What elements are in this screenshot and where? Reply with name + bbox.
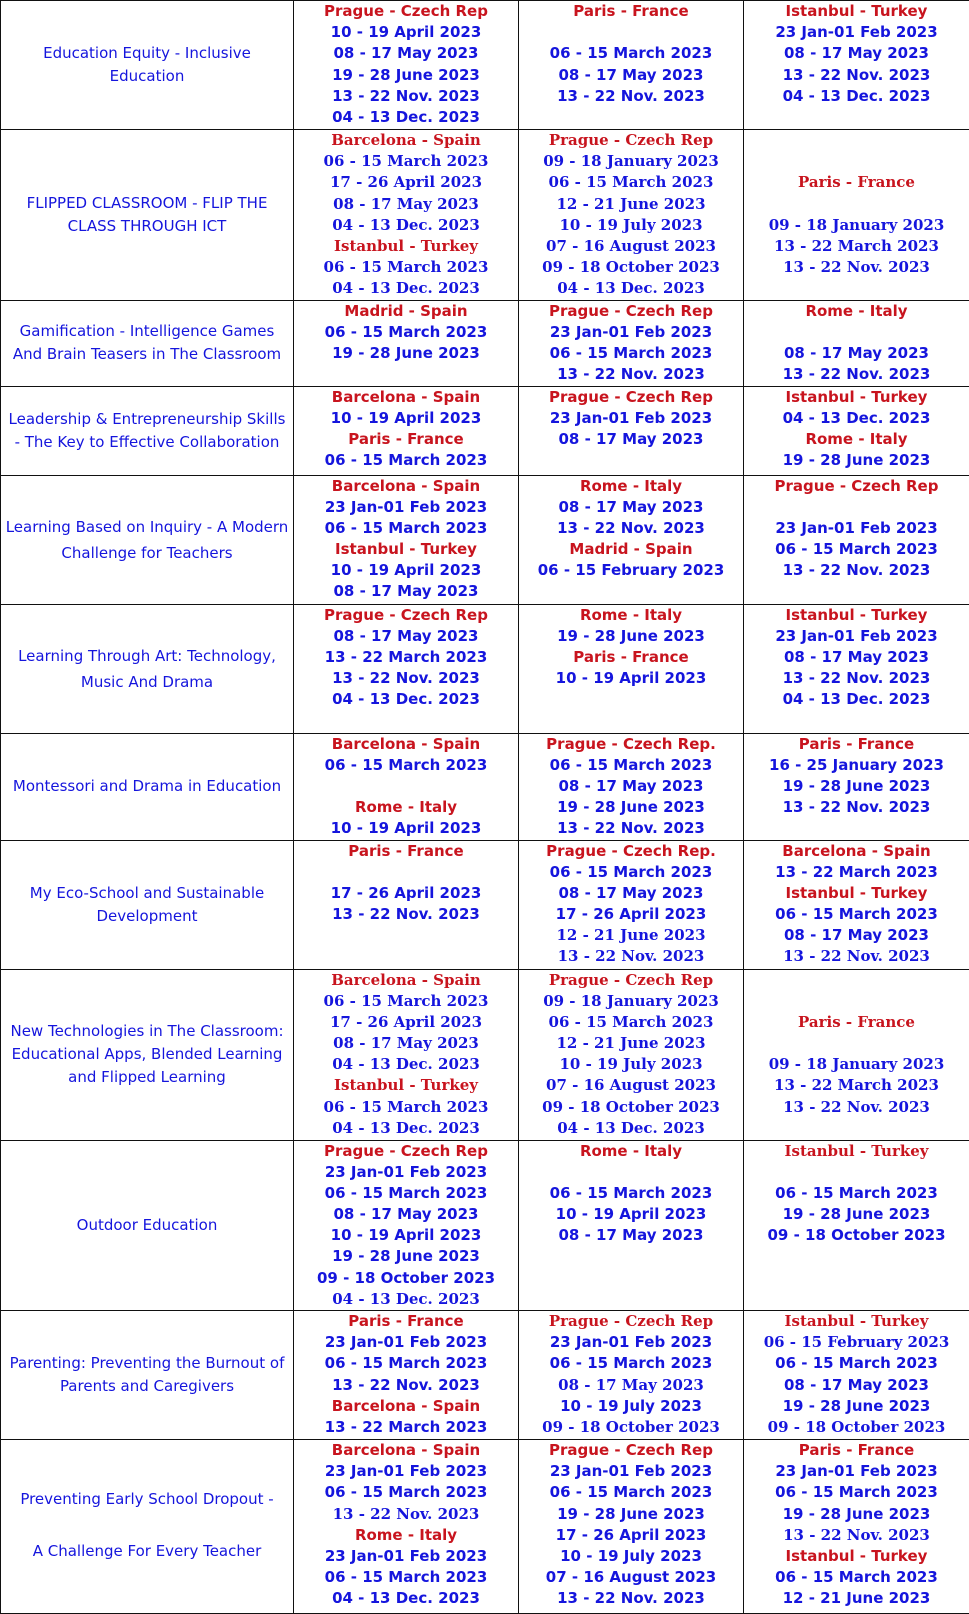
city-label: Rome - Italy [519,476,743,497]
session-date: 12 - 21 June 2023 [744,1588,969,1609]
session-date: 13 - 22 Nov. 2023 [519,518,743,539]
session-date: 23 Jan-01 Feb 2023 [294,1332,518,1353]
session-cell [744,1140,969,1311]
course-row [1,604,969,733]
city-label: Rome - Italy [519,605,743,626]
course-title-text: Gamification - Intelligence Games And Brain Teasers in The Classroom [13,322,281,363]
city-label: Prague - Czech Rep. [519,841,743,862]
course-title-text: Learning Through Art: Technology, Music And Drama [18,647,276,691]
session-date: 08 - 17 May 2023 [519,883,743,904]
session-cell [744,969,969,1140]
course-title [1,840,294,969]
session-date: 10 - 19 April 2023 [294,22,518,43]
session-date: 08 - 17 May 2023 [519,497,743,518]
session-date: 06 - 15 March 2023 [294,1097,518,1118]
session-date: 13 - 22 Nov. 2023 [744,1525,969,1546]
session-date: 08 - 17 May 2023 [519,776,743,797]
session-date: 08 - 17 May 2023 [744,1375,969,1396]
spacer [744,130,969,151]
city-label: Istanbul - Turkey [744,1546,969,1567]
session-date: 13 - 22 Nov. 2023 [744,668,969,689]
session-date: 07 - 16 August 2023 [519,236,743,257]
session-date: 23 Jan-01 Feb 2023 [294,1546,518,1567]
city-label: Rome - Italy [294,1525,518,1546]
city-label: Paris - France [744,1012,969,1033]
session-cell [294,969,519,1140]
session-date: 19 - 28 June 2023 [744,450,969,471]
session-date: 10 - 19 April 2023 [519,668,743,689]
course-title [1,733,294,840]
session-date: 13 - 22 March 2023 [744,862,969,883]
session-date: 10 - 19 April 2023 [294,408,518,429]
course-title [1,386,294,475]
session-date: 06 - 15 March 2023 [519,1012,743,1033]
session-cell [519,300,744,386]
spacer [744,322,969,343]
course-title-line: A Challenge For Every Teacher [5,1540,289,1566]
session-date: 13 - 22 Nov. 2023 [519,818,743,839]
session-date: 16 - 25 January 2023 [744,755,969,776]
session-date: 19 - 28 June 2023 [294,65,518,86]
session-cell [519,1140,744,1311]
session-cell [294,1311,519,1440]
course-title-text: FLIPPED CLASSROOM - FLIP THE CLASS THROUGH ICT [27,194,268,235]
spacer [744,1033,969,1054]
session-cell [744,1440,969,1614]
session-date: 06 - 15 March 2023 [744,904,969,925]
city-label: Istanbul - Turkey [744,387,969,408]
session-date: 04 - 13 Dec. 2023 [294,1118,518,1139]
city-label: Paris - France [744,1440,969,1461]
session-date: 12 - 21 June 2023 [519,925,743,946]
session-cell [519,840,744,969]
session-cell [294,1,519,130]
spacer [744,194,969,215]
city-label: Istanbul - Turkey [744,1,969,22]
course-row [1,386,969,475]
session-date: 13 - 22 March 2023 [294,647,518,668]
session-date: 06 - 15 March 2023 [294,518,518,539]
session-date: 13 - 22 Nov. 2023 [519,1588,743,1609]
session-date: 23 Jan-01 Feb 2023 [294,1461,518,1482]
city-label: Prague - Czech Rep [294,605,518,626]
session-date: 09 - 18 January 2023 [744,1054,969,1075]
session-date: 17 - 26 April 2023 [519,1525,743,1546]
session-cell [744,840,969,969]
session-cell [294,1440,519,1614]
session-date: 19 - 28 June 2023 [519,1504,743,1525]
city-label: Barcelona - Spain [294,476,518,497]
session-date: 09 - 18 October 2023 [519,1097,743,1118]
session-cell [294,300,519,386]
session-cell [294,475,519,604]
session-date: 13 - 22 Nov. 2023 [744,946,969,967]
session-date: 06 - 15 March 2023 [744,1183,969,1204]
session-cell [294,604,519,733]
session-date: 10 - 19 April 2023 [294,1225,518,1246]
session-date: 13 - 22 Nov. 2023 [744,560,969,581]
city-label: Rome - Italy [744,301,969,322]
course-row [1,733,969,840]
session-date: 12 - 21 June 2023 [519,1033,743,1054]
session-cell [744,1,969,130]
session-date: 06 - 15 March 2023 [294,991,518,1012]
session-date: 06 - 15 March 2023 [519,755,743,776]
spacer [294,776,518,797]
session-date: 06 - 15 March 2023 [519,172,743,193]
session-date: 04 - 13 Dec. 2023 [294,689,518,710]
session-date: 08 - 17 May 2023 [294,43,518,64]
city-label: Istanbul - Turkey [294,1075,518,1096]
city-label: Istanbul - Turkey [744,605,969,626]
session-date: 23 Jan-01 Feb 2023 [519,1461,743,1482]
city-label: Barcelona - Spain [744,841,969,862]
schedule-body [1,1,969,1614]
session-date: 06 - 15 February 2023 [744,1332,969,1353]
spacer [294,862,518,883]
session-cell [744,386,969,475]
session-cell [294,733,519,840]
session-date: 04 - 13 Dec. 2023 [294,215,518,236]
city-label: Prague - Czech Rep [519,1440,743,1461]
city-label: Rome - Italy [294,797,518,818]
session-date: 19 - 28 June 2023 [519,797,743,818]
session-date: 10 - 19 April 2023 [294,560,518,581]
session-date: 04 - 13 Dec. 2023 [744,408,969,429]
session-date: 10 - 19 July 2023 [519,1396,743,1417]
course-title-text: Outdoor Education [77,1216,218,1234]
course-title-text: My Eco-School and Sustainable Development [30,884,264,925]
session-cell [519,1311,744,1440]
city-label: Paris - France [519,1,743,22]
session-date: 13 - 22 Nov. 2023 [519,946,743,967]
session-date: 04 - 13 Dec. 2023 [744,689,969,710]
session-date: 23 Jan-01 Feb 2023 [519,1332,743,1353]
session-cell [519,969,744,1140]
spacer [744,497,969,518]
session-cell [744,475,969,604]
session-date: 06 - 15 March 2023 [519,1353,743,1374]
city-label: Istanbul - Turkey [744,1311,969,1332]
session-date: 13 - 22 March 2023 [744,1075,969,1096]
city-label: Prague - Czech Rep [519,1311,743,1332]
session-date: 06 - 15 March 2023 [519,343,743,364]
session-date: 08 - 17 May 2023 [294,1033,518,1054]
session-date: 09 - 18 October 2023 [744,1225,969,1246]
session-cell [519,1,744,130]
session-date: 13 - 22 Nov. 2023 [294,1504,518,1525]
session-date: 06 - 15 March 2023 [744,1567,969,1588]
session-date: 06 - 15 February 2023 [519,560,743,581]
session-date: 09 - 18 October 2023 [744,1417,969,1438]
session-date: 08 - 17 May 2023 [519,1225,743,1246]
session-cell [744,1311,969,1440]
session-date: 06 - 15 March 2023 [294,1567,518,1588]
session-date: 23 Jan-01 Feb 2023 [519,408,743,429]
session-date: 13 - 22 Nov. 2023 [744,257,969,278]
session-date: 06 - 15 March 2023 [294,450,518,471]
session-date: 10 - 19 July 2023 [519,1546,743,1567]
session-date: 08 - 17 May 2023 [294,581,518,602]
session-date: 13 - 22 March 2023 [294,1417,518,1438]
course-title [1,1311,294,1440]
session-date: 19 - 28 June 2023 [519,626,743,647]
session-date: 08 - 17 May 2023 [519,65,743,86]
session-cell [519,475,744,604]
session-cell [744,733,969,840]
course-title-text: Leadership & Entrepreneurship Skills - The Key to Effective Collaboration [9,410,286,451]
session-cell [519,733,744,840]
session-date: 09 - 18 January 2023 [744,215,969,236]
course-title [1,1140,294,1311]
session-cell [294,130,519,301]
session-date: 09 - 18 January 2023 [519,151,743,172]
course-title-text: New Technologies in The Classroom: Educational Apps, Blended Learning and Flipped Learning [10,1022,283,1086]
session-date: 19 - 28 June 2023 [744,1396,969,1417]
course-row [1,1440,969,1614]
session-cell [744,130,969,301]
session-date: 13 - 22 Nov. 2023 [294,668,518,689]
session-cell [744,300,969,386]
city-label: Paris - France [294,429,518,450]
session-cell [294,1140,519,1311]
session-date: 04 - 13 Dec. 2023 [294,1289,518,1310]
session-date: 08 - 17 May 2023 [744,43,969,64]
session-date: 13 - 22 Nov. 2023 [519,86,743,107]
session-date: 23 Jan-01 Feb 2023 [294,497,518,518]
spacer [744,1162,969,1183]
session-date: 04 - 13 Dec. 2023 [744,86,969,107]
spacer [519,1162,743,1183]
session-date: 23 Jan-01 Feb 2023 [744,1461,969,1482]
session-date: 19 - 28 June 2023 [744,1504,969,1525]
course-title [1,130,294,301]
session-date: 23 Jan-01 Feb 2023 [744,626,969,647]
session-date: 06 - 15 March 2023 [519,862,743,883]
session-date: 09 - 18 October 2023 [519,257,743,278]
city-label: Prague - Czech Rep [294,1141,518,1162]
city-label: Prague - Czech Rep. [519,734,743,755]
session-date: 08 - 17 May 2023 [294,1204,518,1225]
session-date: 09 - 18 October 2023 [294,1268,518,1289]
session-date: 19 - 28 June 2023 [744,1204,969,1225]
session-date: 06 - 15 March 2023 [519,1482,743,1503]
session-date: 23 Jan-01 Feb 2023 [744,518,969,539]
course-title-line: Preventing Early School Dropout - [5,1488,289,1514]
session-date: 06 - 15 March 2023 [744,1482,969,1503]
course-row [1,1140,969,1311]
city-label: Paris - France [519,647,743,668]
city-label: Barcelona - Spain [294,1396,518,1417]
session-date: 04 - 13 Dec. 2023 [294,278,518,299]
session-date: 04 - 13 Dec. 2023 [294,1054,518,1075]
session-date: 08 - 17 May 2023 [744,925,969,946]
session-date: 08 - 17 May 2023 [519,1375,743,1396]
course-title [1,1440,294,1614]
session-cell [519,130,744,301]
city-label: Rome - Italy [519,1141,743,1162]
city-label: Prague - Czech Rep [519,970,743,991]
city-label: Barcelona - Spain [294,1440,518,1461]
session-cell [519,386,744,475]
session-date: 10 - 19 July 2023 [519,1054,743,1075]
city-label: Paris - France [294,841,518,862]
session-date: 06 - 15 March 2023 [294,1353,518,1374]
session-date: 10 - 19 April 2023 [519,1204,743,1225]
session-date: 06 - 15 March 2023 [294,151,518,172]
course-row [1,1,969,130]
city-label: Istanbul - Turkey [294,236,518,257]
city-label: Prague - Czech Rep [294,1,518,22]
session-date: 06 - 15 March 2023 [519,43,743,64]
session-date: 08 - 17 May 2023 [294,194,518,215]
course-row [1,969,969,1140]
session-date: 12 - 21 June 2023 [519,194,743,215]
session-date: 23 Jan-01 Feb 2023 [294,1162,518,1183]
session-date: 07 - 16 August 2023 [519,1567,743,1588]
session-date: 08 - 17 May 2023 [744,647,969,668]
session-date: 04 - 13 Dec. 2023 [519,1118,743,1139]
course-title [1,300,294,386]
session-date: 07 - 16 August 2023 [519,1075,743,1096]
session-date: 19 - 28 June 2023 [744,776,969,797]
course-title-text: Learning Based on Inquiry - A Modern Challenge for Teachers [6,518,289,562]
course-title-text: Montessori and Drama in Education [13,777,281,795]
session-date: 17 - 26 April 2023 [519,904,743,925]
city-label: Istanbul - Turkey [744,883,969,904]
session-cell [744,604,969,733]
session-cell [519,604,744,733]
course-title [1,604,294,733]
city-label: Paris - France [744,734,969,755]
city-label: Istanbul - Turkey [294,539,518,560]
course-title-text: Parenting: Preventing the Burnout of Parents and Caregivers [10,1354,285,1395]
session-date: 06 - 15 March 2023 [294,755,518,776]
city-label: Prague - Czech Rep [519,130,743,151]
session-date: 06 - 15 March 2023 [519,1183,743,1204]
city-label: Barcelona - Spain [294,387,518,408]
session-date: 13 - 22 March 2023 [744,236,969,257]
session-date: 23 Jan-01 Feb 2023 [519,322,743,343]
session-date: 04 - 13 Dec. 2023 [294,107,518,128]
course-row [1,300,969,386]
session-date: 06 - 15 March 2023 [294,257,518,278]
session-date: 13 - 22 Nov. 2023 [294,904,518,925]
spacer [744,970,969,991]
session-date: 19 - 28 June 2023 [294,343,518,364]
session-cell [294,840,519,969]
session-date: 08 - 17 May 2023 [294,626,518,647]
city-label: Prague - Czech Rep [519,387,743,408]
spacer [519,22,743,43]
course-row [1,475,969,604]
course-title [1,1,294,130]
session-date: 08 - 17 May 2023 [744,343,969,364]
city-label: Prague - Czech Rep [519,301,743,322]
session-date: 06 - 15 March 2023 [294,1482,518,1503]
session-date: 13 - 22 Nov. 2023 [744,364,969,385]
course-row [1,1311,969,1440]
session-date: 13 - 22 Nov. 2023 [294,86,518,107]
city-label: Istanbul - Turkey [744,1141,969,1162]
course-title-text: Education Equity - Inclusive Education [43,44,251,85]
session-date: 04 - 13 Dec. 2023 [294,1588,518,1609]
city-label: Prague - Czech Rep [744,476,969,497]
session-date: 13 - 22 Nov. 2023 [744,65,969,86]
session-date: 13 - 22 Nov. 2023 [744,797,969,818]
session-cell [294,386,519,475]
city-label: Barcelona - Spain [294,734,518,755]
session-date: 06 - 15 March 2023 [744,539,969,560]
city-label: Paris - France [294,1311,518,1332]
city-label: Paris - France [744,172,969,193]
spacer [744,151,969,172]
session-date: 19 - 28 June 2023 [294,1246,518,1267]
city-label: Madrid - Spain [294,301,518,322]
session-date: 09 - 18 October 2023 [519,1417,743,1438]
session-date: 23 Jan-01 Feb 2023 [744,22,969,43]
course-row [1,840,969,969]
session-date: 04 - 13 Dec. 2023 [519,278,743,299]
city-label: Madrid - Spain [519,539,743,560]
session-date: 06 - 15 March 2023 [294,1183,518,1204]
session-date: 06 - 15 March 2023 [744,1353,969,1374]
course-title [1,969,294,1140]
session-date: 10 - 19 April 2023 [294,818,518,839]
session-cell [519,1440,744,1614]
course-title [1,475,294,604]
session-date: 17 - 26 April 2023 [294,883,518,904]
city-label: Barcelona - Spain [294,130,518,151]
city-label: Rome - Italy [744,429,969,450]
session-date: 10 - 19 July 2023 [519,215,743,236]
session-date: 13 - 22 Nov. 2023 [294,1375,518,1396]
spacer [744,991,969,1012]
session-date: 09 - 18 January 2023 [519,991,743,1012]
session-date: 13 - 22 Nov. 2023 [519,364,743,385]
session-date: 17 - 26 April 2023 [294,1012,518,1033]
session-date: 13 - 22 Nov. 2023 [744,1097,969,1118]
session-date: 08 - 17 May 2023 [519,429,743,450]
session-date: 06 - 15 March 2023 [294,322,518,343]
course-title-line [5,1514,289,1540]
city-label: Barcelona - Spain [294,970,518,991]
course-row [1,130,969,301]
session-date: 17 - 26 April 2023 [294,172,518,193]
